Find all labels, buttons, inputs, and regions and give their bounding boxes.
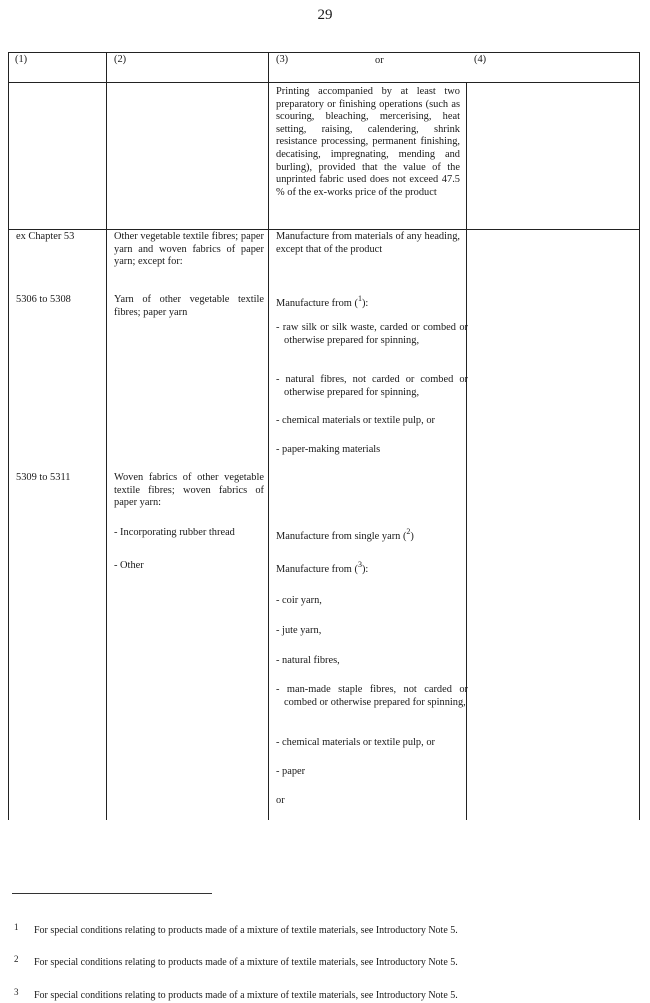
rule-intro-end: ): xyxy=(361,564,369,575)
rule-item-raw-silk: - raw silk or silk waste, carded or combed or otherwise prepared for spinning, xyxy=(276,322,468,346)
table-left-border xyxy=(8,52,9,820)
page-number: 29 xyxy=(317,7,333,23)
subrow-description-other: - Other xyxy=(114,560,144,571)
rule-text: Manufacture from single yarn ( xyxy=(276,531,407,542)
rule-intro-end: ): xyxy=(361,298,369,309)
col-divider-1-2 xyxy=(106,52,107,820)
row-description-5306-5308: Yarn of other vegetable textile fibres; paper yarn xyxy=(114,294,264,318)
rule-item-natural-fibres: - natural fibres, xyxy=(276,655,340,666)
footnote-ref-1[interactable]: 1 xyxy=(357,294,362,303)
row-divider xyxy=(8,229,640,230)
header-bottom-border xyxy=(8,82,640,83)
rule-item-natural-fibres: - natural fibres, not carded or combed or otherwise prepared for spinning, xyxy=(276,374,468,398)
rule-item-chemical-materials: - chemical materials or textile pulp, or xyxy=(276,737,435,748)
rule-item-jute-yarn: - jute yarn, xyxy=(276,625,322,636)
row-heading-ex-chapter-53: ex Chapter 53 xyxy=(16,231,75,242)
header-or: or xyxy=(375,55,384,66)
col-divider-2-3 xyxy=(268,52,269,820)
row-rule-intro-5306-5308 xyxy=(276,294,369,311)
header-col4: (4) xyxy=(474,54,487,65)
row-heading-5309-5311: 5309 to 5311 xyxy=(16,472,71,483)
footnote-number: 2 xyxy=(14,954,19,964)
row-description-5309-5311: Woven fabrics of other vegetable textile fibres; woven fabrics of paper yarn: xyxy=(114,472,264,509)
footnote-number: 3 xyxy=(14,987,19,997)
rule-item-man-made-staple-fibres: - man-made staple fibres, not carded or combed or otherwise prepared for spinning, xyxy=(276,684,468,708)
row-description-ex-chapter-53: Other vegetable textile fibres; paper yarn and woven fabrics of paper yarn; except for: xyxy=(114,231,264,268)
rule-item-paper: - paper xyxy=(276,766,306,777)
rule-item-paper-making: - paper-making materials xyxy=(276,444,381,455)
footnote-ref-3[interactable]: 3 xyxy=(357,560,362,569)
footnote-text: For special conditions relating to products made of a mixture of textile materials, see Introductory Note 5. xyxy=(34,990,458,1001)
rule-end: ) xyxy=(410,531,414,542)
row-heading-5306-5308: 5306 to 5308 xyxy=(16,294,71,305)
table-top-border xyxy=(8,52,640,53)
footnote-separator xyxy=(12,893,212,894)
subrow-rule-intro-other xyxy=(276,560,369,577)
footnote-text: For special conditions relating to products made of a mixture of textile materials, see Introductory Note 5. xyxy=(34,925,458,936)
rule-trailing-or: or xyxy=(276,795,285,806)
header-col3: (3) xyxy=(276,54,289,65)
rule-intro-text: Manufacture from ( xyxy=(276,298,358,309)
rule-item-coir-yarn: - coir yarn, xyxy=(276,595,322,606)
footnote-ref-2[interactable]: 2 xyxy=(406,527,411,536)
rule-item-chemical-materials: - chemical materials or textile pulp, or xyxy=(276,415,435,426)
continuation-rule-text: Printing accompanied by at least two preparatory or finishing operations (such as scouring, bleaching, mercerising, heat setting, raising, calendering, shrink resistance processing, permanent finishing, decatising, impregnating, mending and burling), provided that the value of the unprinted fabric used does not exceed 47.5 % of the ex-works price of the product xyxy=(276,86,460,198)
subrow-description-rubber-thread: - Incorporating rubber thread xyxy=(114,527,235,538)
rule-intro-text: Manufacture from ( xyxy=(276,564,358,575)
footnote-text: For special conditions relating to products made of a mixture of textile materials, see Introductory Note 5. xyxy=(34,957,458,968)
header-col2: (2) xyxy=(114,54,127,65)
header-col1: (1) xyxy=(15,54,28,65)
subrow-rule-rubber-thread xyxy=(276,527,414,544)
row-rule-ex-chapter-53: Manufacture from materials of any heading, except that of the product xyxy=(276,231,460,255)
footnote-number: 1 xyxy=(14,922,19,932)
table-right-border xyxy=(639,52,640,820)
